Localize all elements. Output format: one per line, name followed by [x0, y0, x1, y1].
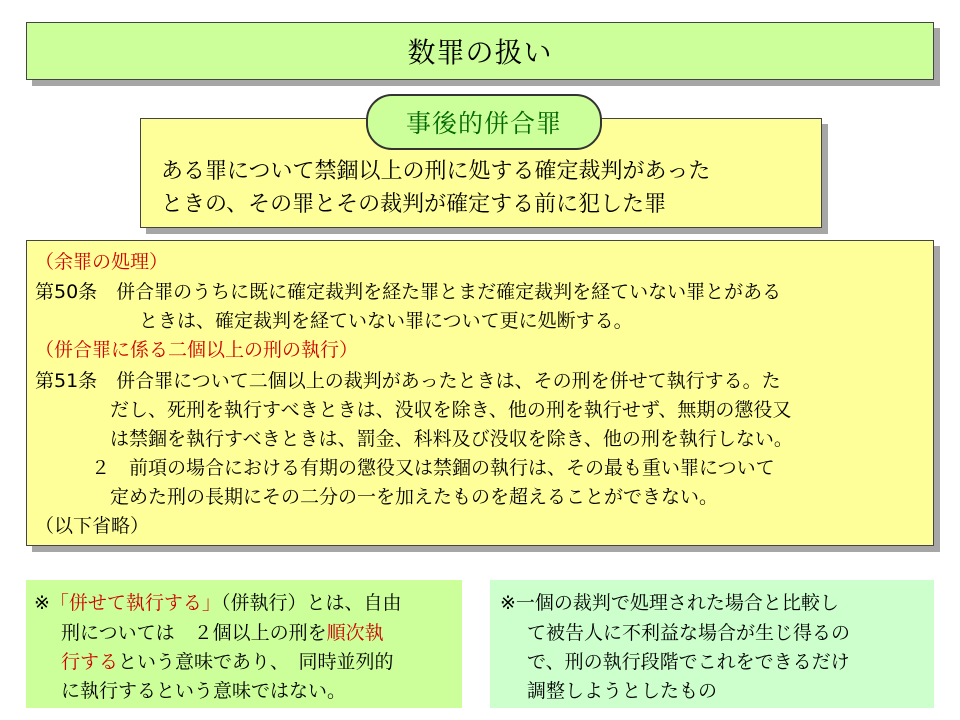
note-left-line-3-rest: という意味であり、 同時並列的 [118, 651, 394, 673]
article-51-line-3: は禁錮を執行すべきときは、罰金、科料及び没収を除き、他の刑を執行しない。 [110, 428, 793, 450]
note-left-line-3 [61, 651, 394, 673]
law-heading-1: （余罪の処理） [35, 251, 169, 273]
note-left-line-1 [34, 592, 401, 614]
note-right-line-1: ※一個の裁判で処理された場合と比較し [500, 592, 839, 614]
note-left-line-1-rest: （併執行）とは、自由 [220, 592, 402, 614]
article-50-line-1: 第50条 併合罪のうちに既に確定裁判を経た罪とまだ確定裁判を経ていない罪とがある [35, 281, 782, 303]
note-right-line-3: で、刑の執行段階でこれをできるだけ [527, 651, 850, 673]
note-left-line-2 [61, 622, 384, 644]
title-box [26, 22, 934, 80]
law-text-box [26, 240, 934, 546]
law-heading-2: （併合罪に係る二個以上の刑の執行） [35, 339, 359, 361]
article-50-line-2: ときは、確定裁判を経ていない罪について更に処断する。 [139, 310, 633, 332]
note-left-prefix: ※ [34, 592, 50, 614]
definition-line-2: ときの、その罪とその裁判が確定する前に犯した罪 [161, 192, 667, 217]
note-right-line-4: 調整しようとしたもの [527, 680, 718, 702]
definition-text [161, 155, 710, 221]
note-left-line-3-red: 行する [61, 651, 119, 673]
note-left-box [26, 580, 462, 708]
note-right-box [490, 580, 934, 708]
note-left-line-2-red: 順次執 [326, 622, 384, 644]
definition-heading-pill [366, 94, 602, 150]
note-left-term: 「併せて執行する」 [49, 592, 221, 614]
article-51-line-1: 第51条 併合罪について二個以上の裁判があったときは、その刑を併せて執行する。た [35, 370, 781, 392]
note-right-line-2: て被告人に不利益な場合が生じ得るの [527, 622, 851, 644]
definition-heading: 事後的併合罪 [405, 109, 562, 138]
omitted-note: （以下省略） [35, 515, 150, 537]
page-title: 数罪の扱い [407, 36, 553, 69]
note-left-line-4: に執行するという意味ではない。 [61, 680, 347, 702]
note-left-line-2-text: 刑については ２個以上の刑を [61, 622, 327, 644]
definition-line-1: ある罪について禁錮以上の刑に処する確定裁判があった [161, 159, 711, 184]
article-51-para-2-line-1: ２ 前項の場合における有期の懲役又は禁錮の執行は、その最も重い罪について [91, 457, 775, 479]
article-51-para-2-line-2: 定めた刑の長期にその二分の一を加えたものを超えることができない。 [110, 486, 719, 508]
article-51-line-2: だし、死刑を執行すべきときは、没収を除き、他の刑を執行せず、無期の懲役又 [110, 399, 792, 421]
